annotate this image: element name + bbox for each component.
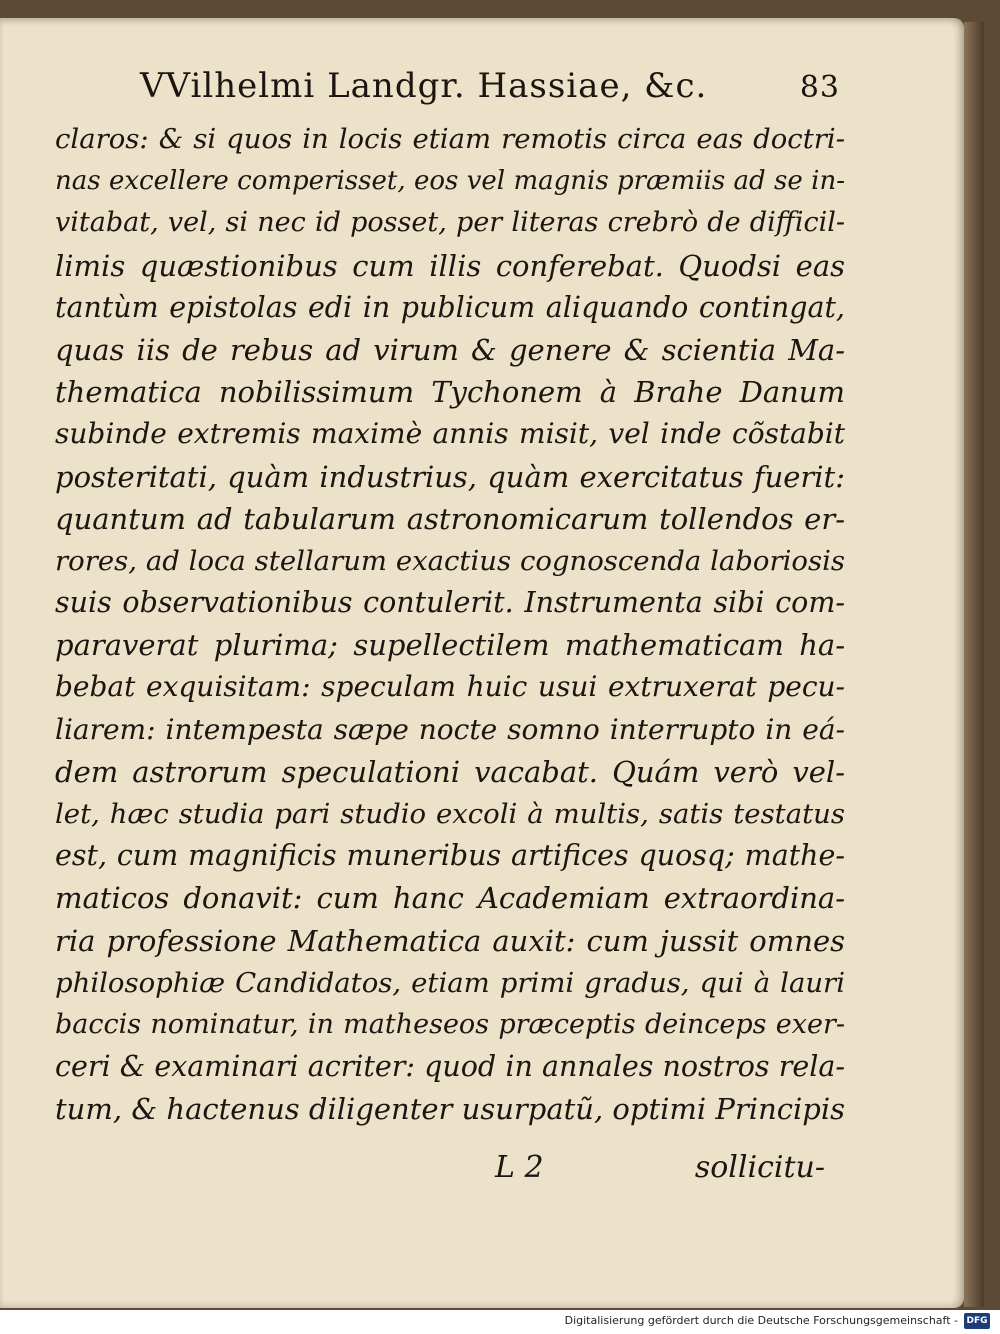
text-line: rores, ad loca stellarum exactius cognoscenda laboriosis bbox=[55, 544, 845, 577]
text-line: posteritati, quàm industrius, quàm exercitatus fuerit: bbox=[55, 459, 845, 494]
text-line: liarem: intempesta sæpe nocte somno interrupto in eá- bbox=[55, 712, 845, 746]
text-line: suis observationibus contulerit. Instrumenta sibi com- bbox=[55, 586, 845, 620]
text-line: vitabat, vel, si nec id posset, per literas crebrò de difficil- bbox=[55, 207, 845, 239]
catchword: sollicitu- bbox=[694, 1150, 825, 1185]
text-line: baccis nominatur, in matheseos præceptis deinceps exer- bbox=[55, 1008, 845, 1040]
text-line: tum, & hactenus diligenter usurpatũ, optimi Principis bbox=[55, 1092, 845, 1127]
footer-bar bbox=[0, 1310, 1000, 1334]
book-fore-edge bbox=[964, 22, 984, 1307]
text-line: est, cum magnificis muneribus artifices quosq; mathe- bbox=[55, 839, 845, 873]
text-line: ceri & examinari acriter: quod in annales nostros rela- bbox=[55, 1050, 845, 1084]
running-head bbox=[140, 66, 840, 110]
signature-mark: L 2 bbox=[495, 1150, 544, 1185]
dfg-logo: DFG bbox=[964, 1313, 990, 1329]
text-line: quantum ad tabularum astronomicarum tollendos er- bbox=[55, 501, 845, 536]
text-line: limis quæstionibus cum illis conferebat. Quodsi eas bbox=[55, 248, 845, 283]
running-head-title: VVilhelmi Landgr. Hassiae, &c. bbox=[140, 66, 708, 106]
text-line: let, hæc studia pari studio excoli à multis, satis testatus bbox=[55, 798, 845, 830]
text-line: paraverat plurima; supellectilem mathematicam ha- bbox=[55, 628, 845, 663]
signature-line bbox=[55, 1150, 825, 1194]
funding-credit: Digitalisierung gefördert durch die Deutsche Forschungsgemeinschaft - bbox=[564, 1314, 958, 1327]
text-line: subinde extremis maximè annis misit, vel inde cõstabit bbox=[55, 417, 845, 451]
text-line: tantùm epistolas edi in publicum aliquando contingat, bbox=[55, 290, 845, 324]
text-line: dem astrorum speculationi vacabat. Quám verò vel- bbox=[55, 754, 845, 789]
text-line: quas iis de rebus ad virum & genere & scientia Ma- bbox=[55, 332, 845, 367]
text-line: thematica nobilissimum Tychonem à Brahe Danum bbox=[55, 375, 845, 410]
body-text bbox=[55, 118, 845, 1131]
page-number: 83 bbox=[799, 70, 840, 105]
text-line: claros: & si quos in locis etiam remotis circa eas doctri- bbox=[55, 123, 845, 155]
text-line: bebat exquisitam: speculam huic usui extruxerat pecu- bbox=[55, 670, 845, 704]
text-line: ria professione Mathematica auxit: cum jussit omnes bbox=[55, 923, 845, 958]
text-line: nas excellere comperisset, eos vel magnis præmiis ad se in- bbox=[55, 166, 845, 197]
text-line: philosophiæ Candidatos, etiam primi gradus, qui à lauri bbox=[55, 966, 845, 999]
text-line: maticos donavit: cum hanc Academiam extraordina- bbox=[55, 881, 845, 916]
